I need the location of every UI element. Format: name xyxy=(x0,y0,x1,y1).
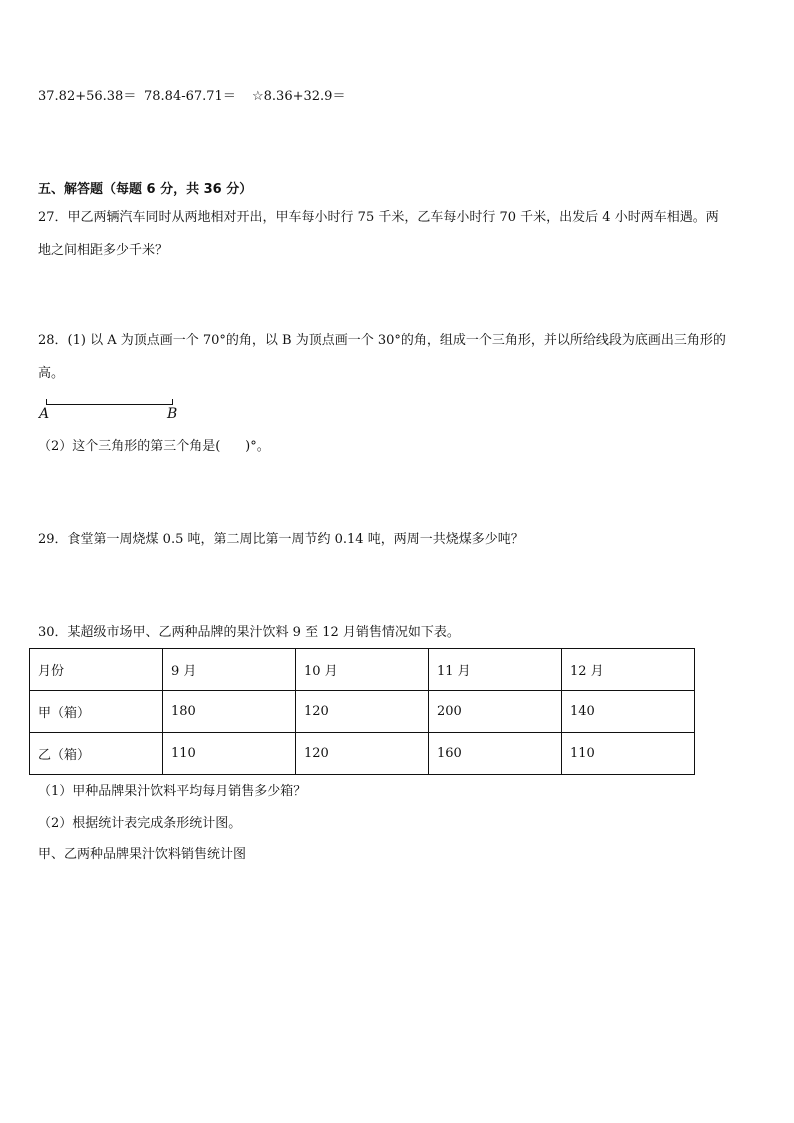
point-label-b: B xyxy=(167,406,178,422)
table-cell: 180 xyxy=(163,691,296,733)
table-cell: 160 xyxy=(429,733,562,775)
table-cell: 乙（箱） xyxy=(30,733,163,775)
section-title: 五、解答题（每题 6 分，共 36 分） xyxy=(38,182,253,197)
segment-line xyxy=(46,404,173,405)
calc-expression-2: 78.84-67.71＝ xyxy=(144,89,236,104)
question-29: 29．食堂第一周烧煤 0.5 吨，第二周比第一周节约 0.14 吨，两周一共烧煤多少吨？ xyxy=(38,532,524,547)
table-cell: 110 xyxy=(562,733,695,775)
table-cell: 110 xyxy=(163,733,296,775)
calculation-row xyxy=(0,90,794,106)
table-cell: 140 xyxy=(562,691,695,733)
question-28-line-1: 28．(1) 以 A 为顶点画一个 70°的角，以 B 为顶点画一个 30°的角，组成一个三角形，并以所给线段为底画出三角形的 xyxy=(38,333,726,348)
table-header-row xyxy=(30,649,695,691)
point-label-a: A xyxy=(39,406,50,422)
question-30-intro: 30．某超级市场甲、乙两种品牌的果汁饮料 9 至 12 月销售情况如下表。 xyxy=(38,625,460,640)
table-header-cell: 月份 xyxy=(30,649,163,691)
question-28-line-2: 高。 xyxy=(38,366,65,381)
table-header-cell: 10 月 xyxy=(296,649,429,691)
table-row xyxy=(30,733,695,775)
table-cell: 甲（箱） xyxy=(30,691,163,733)
table-row xyxy=(30,691,695,733)
question-30-part-2: （2）根据统计表完成条形统计图。 xyxy=(38,816,242,831)
segment-tick-b xyxy=(172,399,173,405)
table-header-cell: 12 月 xyxy=(562,649,695,691)
sales-table xyxy=(29,648,695,775)
table-cell: 120 xyxy=(296,691,429,733)
table-cell: 120 xyxy=(296,733,429,775)
question-27-line-2: 地之间相距多少千米？ xyxy=(38,243,169,258)
table-cell: 200 xyxy=(429,691,562,733)
table-header-cell: 11 月 xyxy=(429,649,562,691)
question-30-part-1: （1）甲种品牌果汁饮料平均每月销售多少箱？ xyxy=(38,784,307,799)
segment-tick-a xyxy=(46,399,47,405)
question-28-part-2: （2）这个三角形的第三个角是( )°。 xyxy=(38,439,270,454)
calc-expression-3: ☆8.36+32.9＝ xyxy=(252,89,346,104)
chart-title: 甲、乙两种品牌果汁饮料销售统计图 xyxy=(38,847,247,862)
question-27-line-1: 27．甲乙两辆汽车同时从两地相对开出，甲车每小时行 75 千米，乙车每小时行 70 千米，出发后 4 小时两车相遇。两 xyxy=(38,210,719,225)
table-header-cell: 9 月 xyxy=(163,649,296,691)
calc-expression-1: 37.82+56.38＝ xyxy=(38,89,137,104)
